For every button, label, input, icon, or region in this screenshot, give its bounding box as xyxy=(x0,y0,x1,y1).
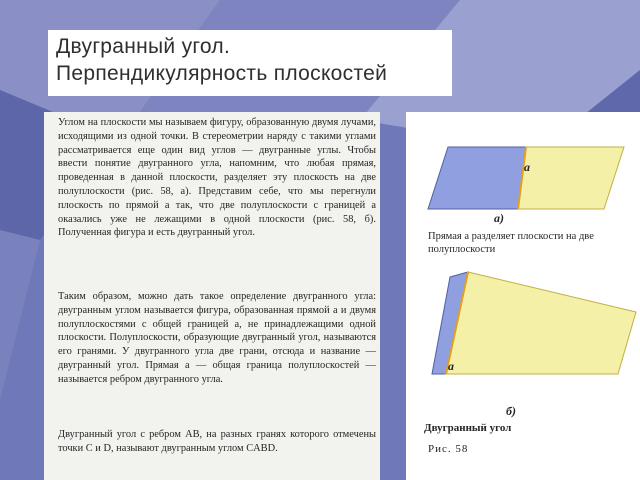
lying-half-plane xyxy=(446,272,636,374)
figure-label-a: а) xyxy=(494,211,504,225)
line-label-b: a xyxy=(448,359,454,373)
figure-label-b: б) xyxy=(506,404,516,418)
half-plane-left xyxy=(428,147,526,209)
paragraph-2: Таким образом, можно дать такое определение двугранного угла: двугранным углом называется фигура, образованная прямой а и двумя полуплоскостями с общей границей а, не принадлежащими одной плоскости. Полуплоскости, образующие двугранный угол, называются его гранями. У двугранного угла две грани, отсюда и название — двугранный угол. Прямая а — общая граница полуплоскостей — называется ребром двугранного угла. xyxy=(58,291,376,385)
figure-number: Рис. 58 xyxy=(428,443,469,455)
caption-b: Двугранный угол xyxy=(424,422,512,434)
page-title-line-1: Двугранный угол. xyxy=(56,35,231,58)
text-panel xyxy=(44,112,380,480)
figure-panel xyxy=(406,112,640,480)
title-box xyxy=(48,30,452,96)
paragraph-1: Углом на плоскости мы называем фигуру, образованную двумя лучами, исходящими из одной точки. В стереометрии наряду с такими углами рассматривается еще один вид углов — двугранные углы. Чтобы ввести понятие двугранного угла, напомним, что любая прямая, проведенная в данной плоскости, разделяет эту плоскость на две полуплоскости (рис. 58, а). Представим себе, что мы перегнули плоскость по прямой а так, что две полуплоскости с границей а оказались уже не лежащими в одной плоскости (рис. 58, б). Полученная фигура и есть двугранный угол. xyxy=(58,117,376,239)
caption-a: Прямая а разделяет плоскости на две полуплоскости xyxy=(428,231,594,255)
line-label-a: a xyxy=(524,160,530,174)
paragraph-3: Двугранный угол с ребром AB, на разных гранях которого отмечены точки C и D, называют двугранным углом CABD. xyxy=(58,429,376,454)
half-plane-right xyxy=(518,147,624,209)
page-title-line-2: Перпендикулярность плоскостей xyxy=(56,62,388,85)
